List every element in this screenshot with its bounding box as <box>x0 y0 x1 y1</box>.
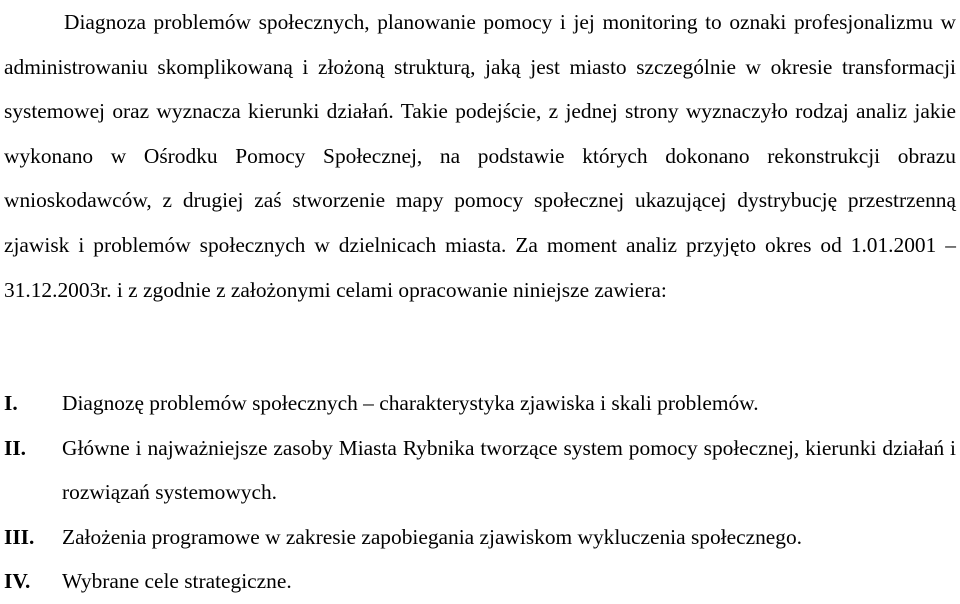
list-item-numeral: I. <box>4 391 18 415</box>
list-item <box>4 381 956 426</box>
list-item-text: Główne i najważniejsze zasoby Miasta Rybnika tworzące system pomocy społecznej, kierunki działań i rozwiązań systemowych. <box>62 435 956 505</box>
list-item <box>4 515 956 560</box>
list-item-numeral: IV. <box>4 569 31 594</box>
list-item-numeral: III. <box>4 524 35 549</box>
list-item-text: Diagnozę problemów społecznych – charakterystyka zjawiska i skali problemów. <box>62 391 759 415</box>
list-item-text: Założenia programowe w zakresie zapobiegania zjawiskom wykluczenia społecznego. <box>62 524 803 549</box>
list-item-numeral: II. <box>4 435 26 460</box>
list-item <box>4 426 956 515</box>
intro-paragraph-text: Diagnoza problemów społecznych, planowanie pomocy i jej monitoring to oznaki profesjonalizmu w administrowaniu skomplikowaną i złożoną strukturą, jaką jest miasto szczególnie w okresie transformacji systemowej oraz wyznacza kierunki działań. Takie podejście, z jednej strony wyznaczyło rodzaj analiz jakie wykonano w Ośrodku Pomocy Społecznej, na podstawie których dokonano rekonstrukcji obrazu wnioskodawców, z drugiej zaś stworzenie mapy pomocy społecznej ukazującej dystrybucję przestrzenną zjawisk i problemów społecznych w dzielnicach miasta. Za moment analiz przyjęto okres od 1.01.2001 – 31.12.2003r. i z zgodnie z założonymi celami opracowanie niniejsze zawiera: <box>4 10 956 302</box>
contents-list <box>4 381 956 604</box>
list-item-text: Wybrane cele strategiczne. <box>62 569 292 594</box>
intro-paragraph <box>4 0 956 312</box>
list-item <box>4 559 956 604</box>
